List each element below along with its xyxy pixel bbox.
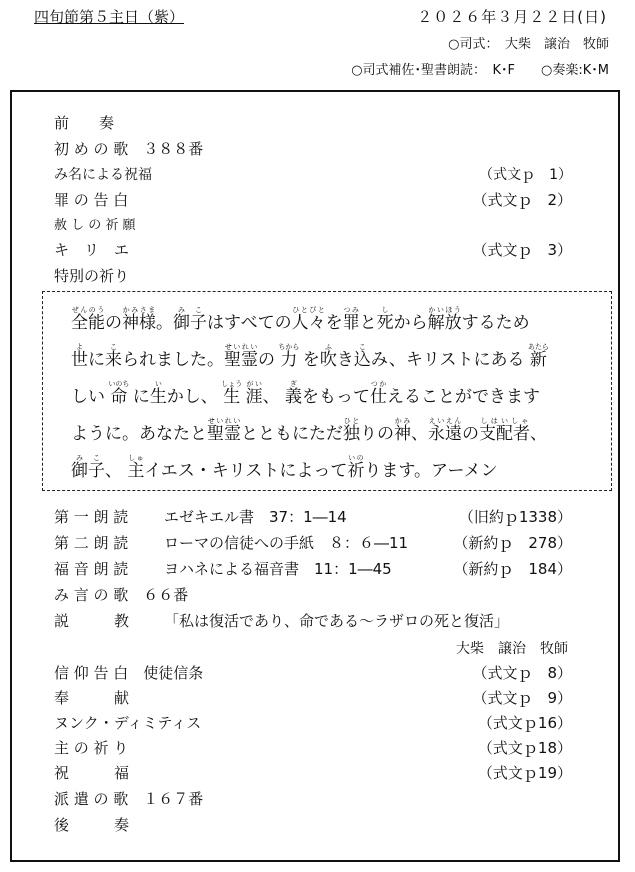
order-item: キ リ エ （式文ｐ 3） [54,241,572,259]
order-item: ヌンク・ディミティス （式文ｐ16） [54,714,572,732]
sermon-row: 説 教 「私は復活であり、命である～ラザロの死と復活」 [54,612,510,630]
prayer-line: 全能ぜんのうの神様かみさま。御子みこはすべての人々ひとびとを罪つみと死しから解放かいほうするため [71,306,530,333]
reading-item: 第 二 朗 読 ローマの信徒への手紙 ８：６―11 （新約ｐ 278） [54,534,572,552]
prayer-line: 御子みこ、 主しゅイエス・キリストによって祈いのります。アーメン [71,454,498,481]
special-prayer-box [42,291,612,491]
order-item: み 言 の 歌 ６６番 [54,586,189,604]
order-item: 奉 献 （式文ｐ 9） [54,689,572,707]
order-item: 祝 福 （式文ｐ19） [54,764,572,782]
service-date: ２０２６年３月２２日(日) [417,8,607,26]
order-item: 赦 し の 祈 願 [54,218,136,233]
order-item: 罪 の 告 白 （式文ｐ 2） [54,191,572,209]
order-item: 主 の 祈 り （式文ｐ18） [54,739,572,757]
prayer-line: 世よに来こられました。聖霊せいれいの 力ちから を吹ふき込こみ、キリストにある 新あたら [71,343,549,370]
order-item: 後 奏 [54,816,130,834]
preacher-name: 大柴 譲治 牧師 [456,641,568,657]
order-of-service-frame [10,90,620,862]
assistants-line: ○司式補佐･聖書朗読： K･F ○奏楽:K･M [351,63,609,78]
header-title: 四旬節第５主日（紫） [34,8,185,26]
order-item: 前 奏 [54,114,115,132]
reading-item: 福 音 朗 読 ヨハネによる福音書 11：1―45 （新約ｐ 184） [54,560,572,578]
order-item: 初 め の 歌 ３８８番 [54,140,204,158]
officiant-line: ○司式： 大柴 譲治 牧師 [448,37,609,52]
prayer-line: ように。あなたと聖霊せいれいとともにただ独ひとりの神かみ、永遠えいえんの支配者しはいしゃ、 [71,417,547,444]
prayer-line: しい 命いのち に生いかし、 生しょう 涯がい、 義ぎをもって仕つかえることができます [71,380,541,407]
order-item: 派 遣 の 歌 １６７番 [54,790,204,808]
order-item: 信 仰 告 白 使徒信条 （式文ｐ 8） [54,664,572,682]
reading-item: 第 一 朗 読 エゼキエル書 37：1―14 （旧約ｐ1338） [54,508,572,526]
order-item: み名による祝福 （式文ｐ 1） [54,167,572,183]
order-item: 特別の祈り [54,267,130,285]
